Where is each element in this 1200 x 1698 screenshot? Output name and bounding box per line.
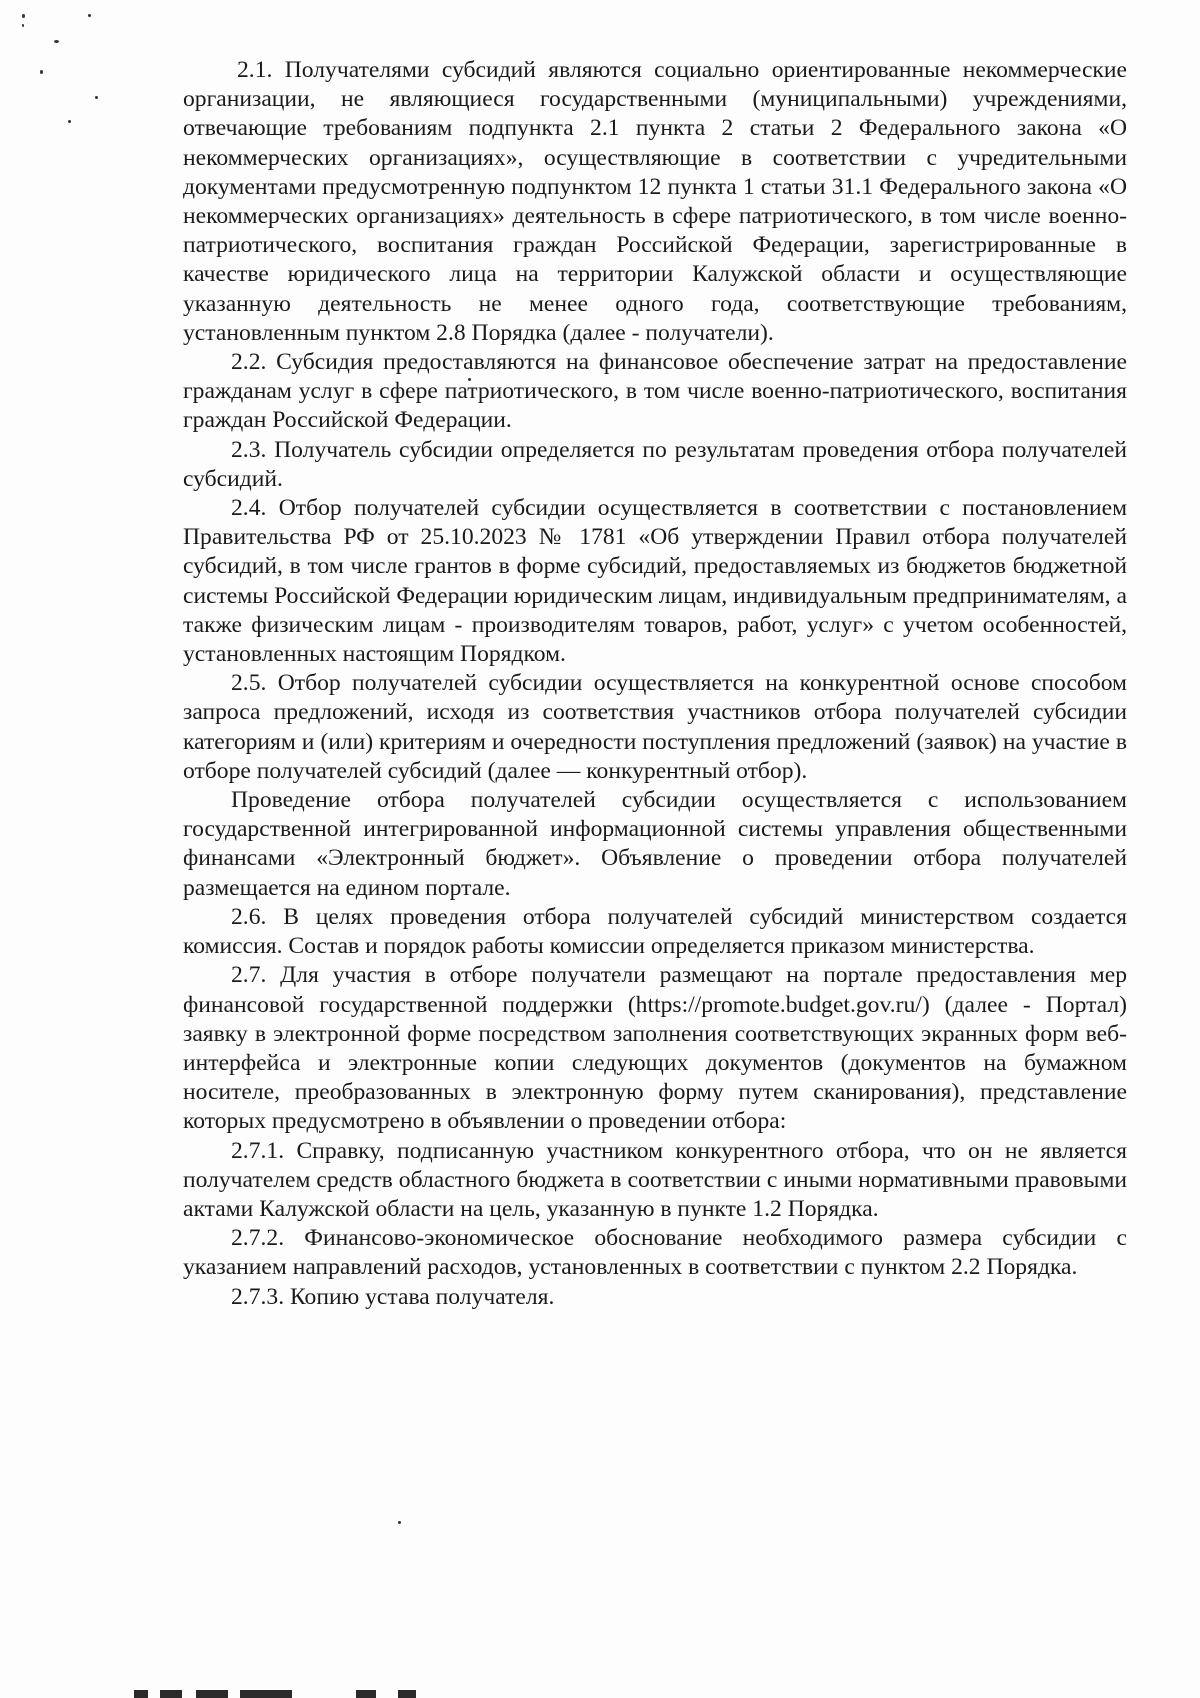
cropped-text-fragment	[240, 1690, 292, 1698]
paragraph-2-3: 2.3. Получатель субсидии определяется по результатам проведения отбора получателей субсидий.	[183, 436, 1127, 492]
paragraph-2-1: 2.1. Получателями субсидий являются социально ориентированные некоммерческие организации, не являющиеся государственными (муниципальными) учреждениями, отвечающие требованиям подпункта 2.1 пункта 2 статьи 2 Федерального закона «О некоммерческих организациях», осуществляющие в соответствии с учредительными документами предусмотренную подпунктом 12 пункта 1 статьи 31.1 Федерального закона «О некоммерческих организациях» деятельность в сфере патриотического, в том числе военно-патриотического, воспитания граждан Российской Федерации, зарегистрированные в качестве юридического лица на территории Калужской области и осуществляющие указанную деятельность не менее одного года, соответствующие требованиям, установленным пунктом 2.8 Порядка (далее - получатели).	[183, 57, 1127, 346]
scan-speck	[22, 24, 24, 27]
scan-speck	[40, 70, 43, 74]
cropped-text-fragment	[398, 1690, 416, 1698]
cropped-text-fragment	[134, 1690, 148, 1698]
paragraph-2-7-3: 2.7.3. Копию устава получателя.	[231, 1283, 555, 1310]
scan-speck	[398, 1521, 401, 1524]
document-body	[183, 56, 1127, 1312]
cropped-text-fragment	[196, 1690, 228, 1698]
paragraph-2-7-1: 2.7.1. Справку, подписанную участником конкурентного отбора, что он не является получателем средств областного бюджета в соответствии с иными нормативными правовыми актами Калужской области на цель, указанную в пункте 1.2 Порядка.	[183, 1137, 1127, 1222]
paragraph-2-5-continued: Проведение отбора получателей субсидии осуществляется с использованием государственной интегрированной информационной системы управления общественными финансами «Электронный бюджет». Объявление о проведении отбора получателей размещается на едином портале.	[183, 787, 1127, 901]
cropped-text-fragment	[160, 1690, 182, 1698]
paragraph-2-5: 2.5. Отбор получателей субсидии осуществляется на конкурентной основе способом запроса предложений, исходя из соответствия участников отбора получателей субсидии категориям и (или) критериям и очередности поступления предложений (заявок) на участие в отборе получателей субсидий (далее — конкурентный отбор).	[183, 670, 1127, 784]
paragraph-2-2: 2.2. Субсидия предоставляются на финансовое обеспечение затрат на предоставление гражданам услуг в сфере патриотического, в том числе военно-патриотического, воспитания граждан Российской Федерации.	[183, 349, 1127, 434]
paragraph-2-7: 2.7. Для участия в отборе получатели размещают на портале предоставления мер финансовой государственной поддержки (https://promote.budget.gov.ru/) (далее - Портал) заявку в электронной форме посредством заполнения соответствующих экранных форм веб-интерфейса и электронные копии следующих документов (документов на бумажном носителе, преобразованных в электронную форму путем сканирования), представление которых предусмотрено в объявлении о проведении отбора:	[183, 962, 1127, 1135]
cropped-text-fragment	[356, 1690, 376, 1698]
scan-speck	[68, 120, 71, 123]
paragraph-2-7-2: 2.7.2. Финансово-экономическое обоснование необходимого размера субсидии с указанием направлений расходов, установленных в соответствии с пунктом 2.2 Порядка.	[183, 1225, 1127, 1281]
paragraph-2-4: 2.4. Отбор получателей субсидии осуществляется в соответствии с постановлением Правительства РФ от 25.10.2023 № 1781 «Об утверждении Правил отбора получателей субсидий, в том числе грантов в форме субсидий, предоставляемых из бюджетов бюджетной системы Российской Федерации юридическим лицам, индивидуальным предпринимателям, а также физическим лицам - производителям товаров, работ, услуг» с учетом особенностей, установленных настоящим Порядком.	[183, 495, 1127, 668]
scan-speck	[22, 14, 25, 18]
paragraph-2-6: 2.6. В целях проведения отбора получателей субсидий министерством создается комиссия. Состав и порядок работы комиссии определяется приказом министерства.	[183, 903, 1127, 960]
scan-speck	[54, 40, 59, 43]
scan-speck	[95, 96, 98, 99]
scan-speck	[88, 14, 91, 17]
